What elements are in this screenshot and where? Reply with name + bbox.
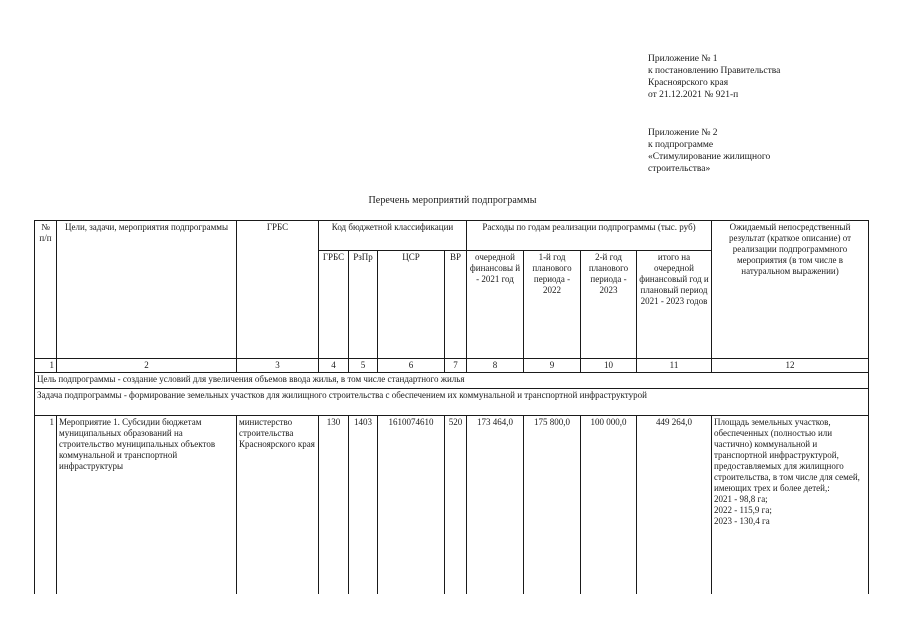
column-number: 12 bbox=[712, 359, 869, 373]
appendix-1-line: Приложение № 1 bbox=[648, 54, 718, 64]
column-number: 3 bbox=[237, 359, 319, 373]
appendix-2-line: к подпрограмме bbox=[648, 140, 714, 150]
column-number: 2 bbox=[57, 359, 237, 373]
header-num: № п/п bbox=[35, 221, 57, 359]
appendix-2-line: «Стимулирование жилищного bbox=[648, 152, 771, 162]
column-number: 5 bbox=[349, 359, 378, 373]
subheader-rzpr: РзПр bbox=[349, 251, 378, 359]
header-goals: Цели, задачи, мероприятия подпрограммы bbox=[57, 221, 237, 359]
column-number: 1 bbox=[35, 359, 57, 373]
header-expenses: Расходы по годам реализации подпрограммы (тыс. руб) bbox=[467, 221, 712, 251]
goal-text: Цель подпрограммы - создание условий для увеличения объемов ввода жилья, в том числе стандартного жилья bbox=[35, 373, 869, 389]
header-budget-code: Код бюджетной классификации bbox=[319, 221, 467, 251]
document-title: Перечень мероприятий подпрограммы bbox=[368, 195, 537, 206]
column-number: 8 bbox=[467, 359, 524, 373]
subheader-vr: ВР bbox=[445, 251, 467, 359]
column-number: 9 bbox=[524, 359, 581, 373]
header-result: Ожидаемый непосредственный результат (краткое описание) от реализации подпрограммного мероприятия (в том числе в натуральном выражении) bbox=[712, 221, 869, 359]
column-number-row bbox=[35, 359, 869, 373]
subheader-total: итого на очередной финансовый год и плановый период 2021 - 2023 годов bbox=[637, 251, 712, 359]
column-number: 4 bbox=[319, 359, 349, 373]
appendix-2-block bbox=[648, 127, 770, 175]
task-text: Задача подпрограммы - формирование земельных участков для жилищного строительства с обеспечением их коммунальной и транспортной инфраструктурой bbox=[35, 389, 869, 416]
header-row-1 bbox=[35, 221, 869, 251]
appendix-1-block bbox=[648, 53, 780, 101]
column-number: 10 bbox=[581, 359, 637, 373]
row-grbs: 130 bbox=[319, 416, 349, 594]
column-number: 6 bbox=[378, 359, 445, 373]
row-csr: 1610074610 bbox=[378, 416, 445, 594]
header-grbs: ГРБС bbox=[237, 221, 319, 359]
row-2021: 173 464,0 bbox=[467, 416, 524, 594]
subheader-2023: 2-й год планового периода - 2023 bbox=[581, 251, 637, 359]
appendix-2-line: Приложение № 2 bbox=[648, 128, 718, 138]
subheader-grbs: ГРБС bbox=[319, 251, 349, 359]
column-number: 11 bbox=[637, 359, 712, 373]
goal-row bbox=[35, 373, 869, 389]
subheader-csr: ЦСР bbox=[378, 251, 445, 359]
row-grbs-name: министерство строительства Красноярского края bbox=[237, 416, 319, 594]
activities-table bbox=[34, 220, 869, 594]
row-rzpr: 1403 bbox=[349, 416, 378, 594]
row-num: 1 bbox=[35, 416, 57, 594]
table-row bbox=[35, 416, 869, 594]
appendix-1-line: от 21.12.2021 № 921-п bbox=[648, 90, 739, 100]
subheader-2021: очередной финансовы й - 2021 год bbox=[467, 251, 524, 359]
row-2022: 175 800,0 bbox=[524, 416, 581, 594]
task-row bbox=[35, 389, 869, 416]
row-total: 449 264,0 bbox=[637, 416, 712, 594]
row-2023: 100 000,0 bbox=[581, 416, 637, 594]
row-result: Площадь земельных участков, обеспеченных (полностью или частично) коммунальной и транспортной инфраструктурой, предоставляемых для жилищного строительства, в том числе для семей, имеющих трех и более детей,: 2021 - 98,8 га; 2022 - 115,9 га; 2023 - 130,4 га bbox=[712, 416, 869, 594]
appendix-1-line: к постановлению Правительства bbox=[648, 66, 781, 76]
column-number: 7 bbox=[445, 359, 467, 373]
subheader-2022: 1-й год планового периода - 2022 bbox=[524, 251, 581, 359]
appendix-2-line: строительства» bbox=[648, 164, 711, 174]
appendix-1-line: Красноярского края bbox=[648, 78, 729, 88]
row-vr: 520 bbox=[445, 416, 467, 594]
row-name: Мероприятие 1. Субсидии бюджетам муниципальных образований на строительство муниципальных объектов коммунальной и транспортной инфраструктуры bbox=[57, 416, 237, 594]
